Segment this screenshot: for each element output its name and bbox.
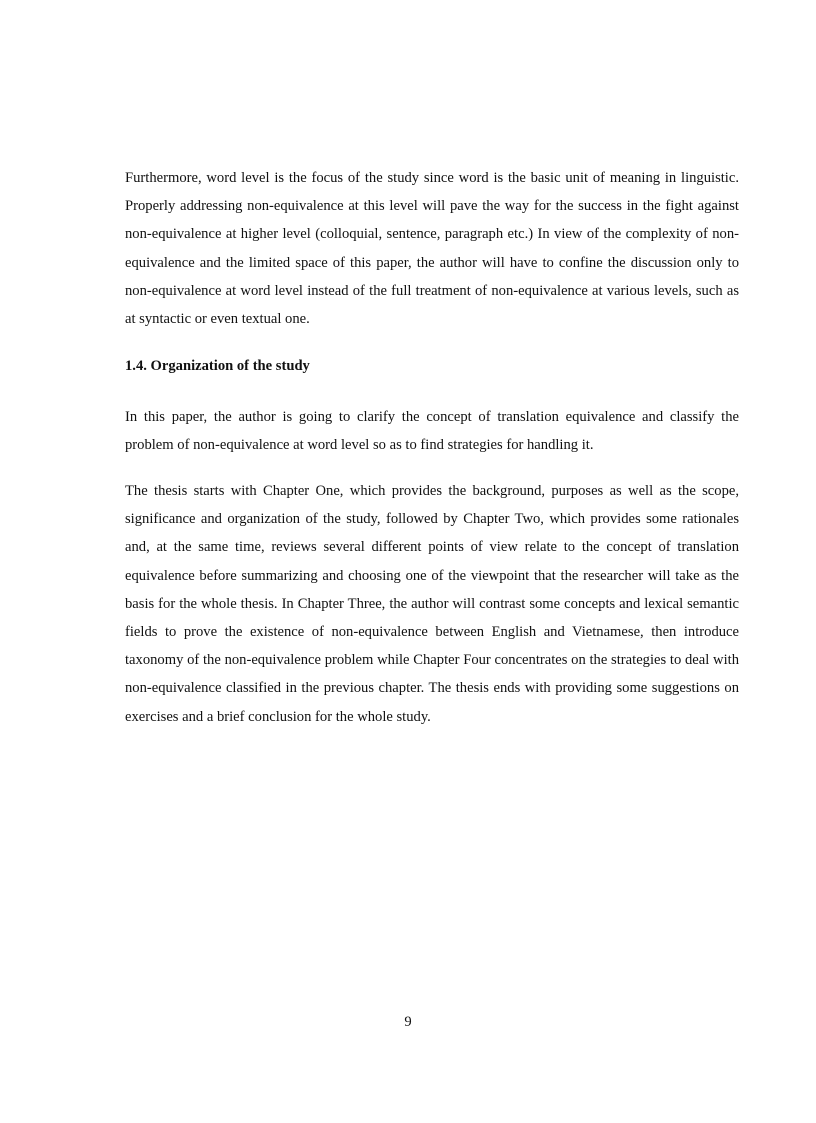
body-paragraph-chapters: The thesis starts with Chapter One, which provides the background, purposes as well as the scope, significance and organization of the study, followed by Chapter Two, which provides some rationales and, at the same time, reviews several different points of view relate to the concept of translation equivalence before summarizing and choosing one of the viewpoint that the researcher will take as the basis for the whole thesis. In Chapter Three, the author will contrast some concepts and lexical semantic fields to prove the existence of non-equivalence between English and Vietnamese, then introduce taxonomy of the non-equivalence problem while Chapter Four concentrates on the strategies to deal with non-equivalence classified in the previous chapter. The thesis ends with providing some suggestions on exercises and a brief conclusion for the whole study.: [125, 483, 739, 725]
section-heading: 1.4. Organization of the study: [125, 358, 310, 374]
body-paragraph-word-level: Furthermore, word level is the focus of the study since word is the basic unit of meaning in linguistic. Properly addressing non-equivalence at this level will pave the way for the success in the fight against non-equivalence at higher level (colloquial, sentence, paragraph etc.) In view of the complexity of non-equivalence and the limited space of this paper, the author will have to confine the discussion only to non-equivalence at word level instead of the full treatment of non-equivalence at various levels, such as at syntactic or even textual one.: [125, 170, 739, 328]
body-paragraph-intro: In this paper, the author is going to clarify the concept of translation equivalence and classify the problem of non-equivalence at word level so as to find strategies for handling it.: [125, 409, 739, 454]
page-number: 9: [404, 1014, 412, 1030]
